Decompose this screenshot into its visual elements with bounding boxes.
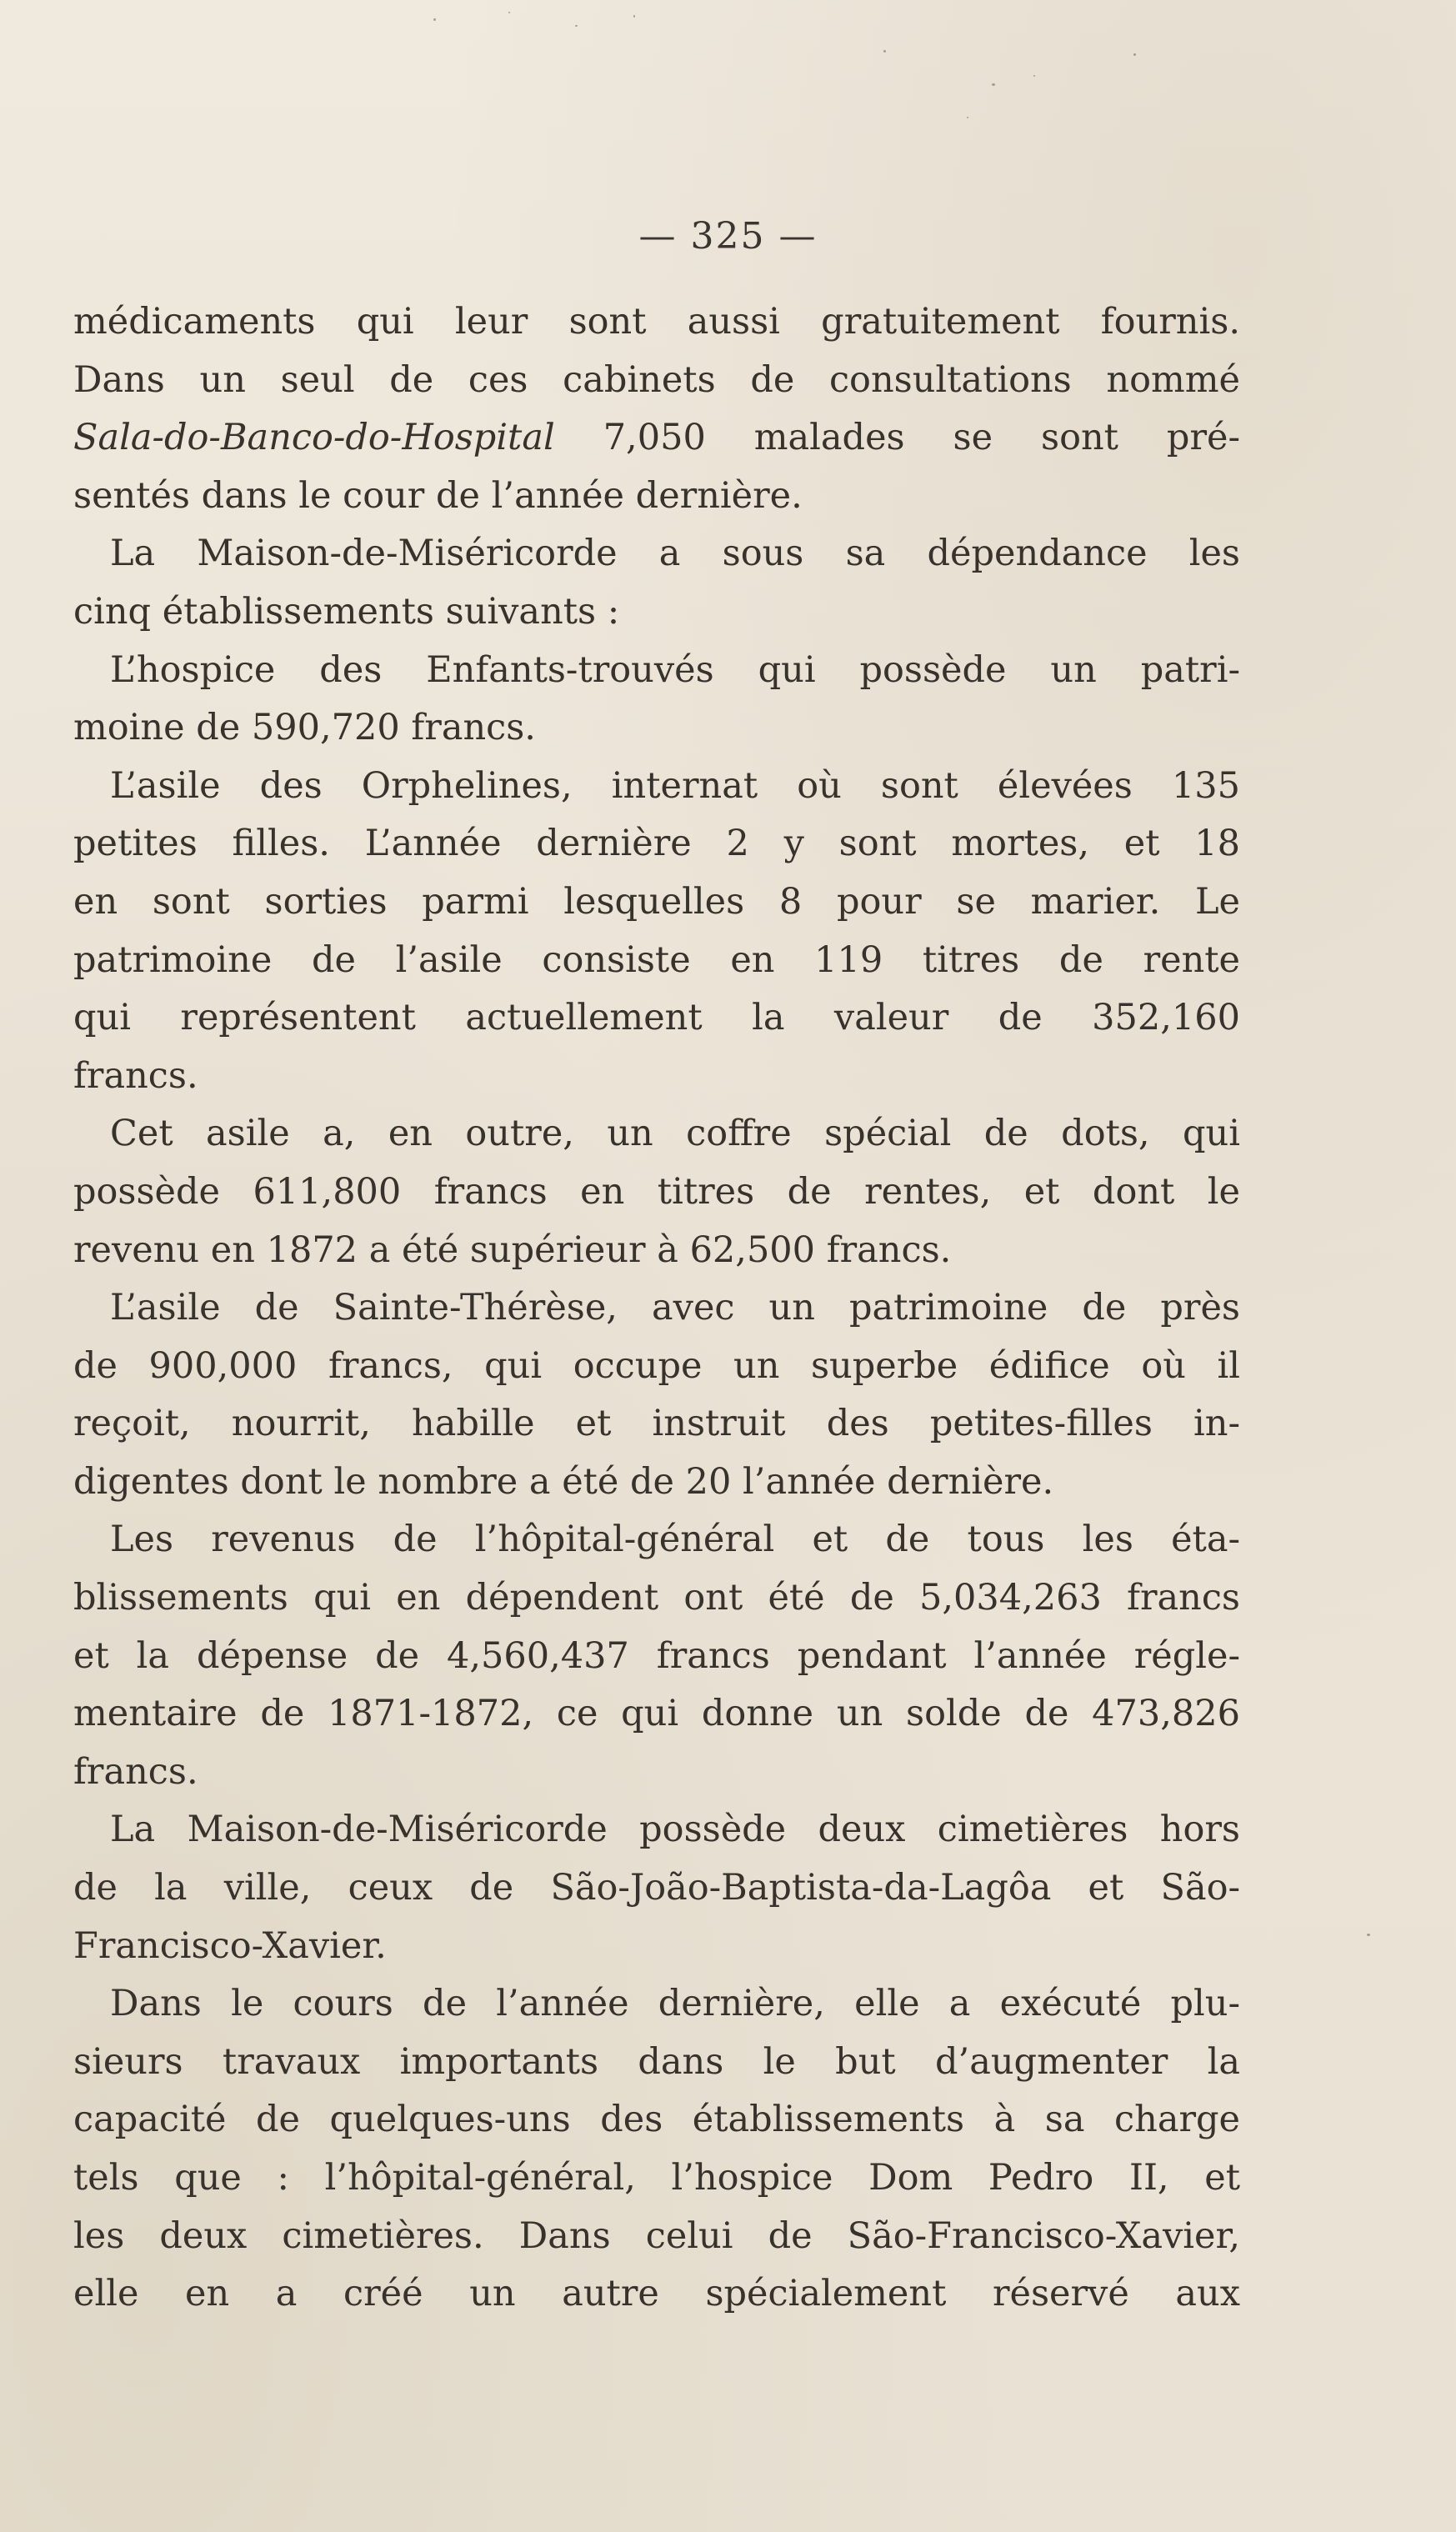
line-text: sentés dans le cour de l’année dernière. — [73, 474, 803, 517]
ink-speck — [1033, 75, 1035, 77]
ink-speck — [992, 83, 995, 86]
ink-speck — [1133, 53, 1136, 56]
line-text: Francisco-Xavier. — [73, 1924, 387, 1967]
line-text: et la dépense de 4,560,437 francs pendant l’année régle- — [73, 1634, 1240, 1677]
line-text: médicaments qui leur sont aussi gratuitement fournis. — [73, 301, 1240, 343]
line-text: sieurs travaux importants dans le but d’augmenter la — [73, 2040, 1240, 2083]
page-number: — 325 — — [638, 215, 818, 258]
line-text: de la ville, ceux de São-João-Baptista-da-Lagôa et São- — [73, 1867, 1240, 1909]
ink-speck — [633, 15, 635, 18]
line-text: en sont sorties parmi lesquelles 8 pour se marier. Le — [73, 880, 1240, 923]
text-line — [73, 2208, 1240, 2266]
text-line — [73, 1918, 1240, 1976]
line-text: petites filles. L’année dernière 2 y sont mortes, et 18 — [73, 823, 1240, 865]
line-text: elle en a créé un autre spécialement réservé aux — [73, 2273, 1240, 2315]
ink-speck — [1367, 1934, 1370, 1936]
ink-speck — [433, 18, 436, 21]
text-line — [73, 525, 1240, 583]
line-text: revenu en 1872 a été supérieur à 62,500 francs. — [73, 1228, 952, 1271]
text-line — [73, 1569, 1240, 1628]
text-line — [73, 1744, 1240, 1802]
line-text: francs. — [73, 1054, 198, 1097]
line-text: Dans le cours de l’année dernière, elle a exécuté plu- — [110, 1983, 1240, 2025]
text-line — [73, 1163, 1240, 1222]
ink-speck — [883, 50, 886, 53]
text-line — [73, 873, 1240, 932]
line-text: digentes dont le nombre a été de 20 l’année dernière. — [73, 1460, 1054, 1503]
text-line — [73, 1975, 1240, 2034]
text-line — [73, 989, 1240, 1048]
line-text: moine de 590,720 francs. — [73, 707, 536, 749]
line-text: mentaire de 1871-1872, ce qui donne un solde de 473,826 — [73, 1693, 1240, 1735]
text-line — [73, 2265, 1240, 2324]
line-text: 7,050 malades se sont pré- — [554, 417, 1240, 459]
text-line — [73, 2034, 1240, 2092]
text-line — [73, 1801, 1240, 1859]
text-line — [73, 699, 1240, 758]
text-line — [73, 1338, 1240, 1396]
text-line — [73, 642, 1240, 700]
text-line — [73, 1685, 1240, 1744]
body-text — [73, 293, 1240, 2324]
text-line — [73, 758, 1240, 816]
text-line — [73, 1628, 1240, 1686]
text-line — [73, 1454, 1240, 1512]
ink-speck — [508, 12, 510, 13]
text-line — [73, 468, 1240, 526]
text-line — [73, 1511, 1240, 1569]
line-text: patrimoine de l’asile consiste en 119 titres de rente — [73, 938, 1240, 981]
line-text: L’hospice des Enfants-trouvés qui possède un patri- — [110, 648, 1240, 691]
line-text: possède 611,800 francs en titres de rentes, et dont le — [73, 1170, 1240, 1213]
line-text: blissements qui en dépendent ont été de 5,034,263 francs — [73, 1577, 1240, 1619]
line-text: francs. — [73, 1750, 198, 1793]
line-text: tels que : l’hôpital-général, l’hospice Dom Pedro II, et — [73, 2157, 1240, 2199]
text-line — [73, 1048, 1240, 1106]
line-text: La Maison-de-Miséricorde a sous sa dépendance les — [110, 533, 1240, 575]
line-text: Cet asile a, en outre, un coffre spécial de dots, qui — [110, 1113, 1240, 1155]
line-text: capacité de quelques-uns des établissements à sa charge — [73, 2099, 1240, 2141]
text-line — [73, 352, 1240, 410]
ink-speck — [575, 25, 578, 27]
ink-speck — [967, 117, 968, 118]
text-line — [73, 293, 1240, 352]
text-line — [73, 409, 1240, 468]
text-line — [73, 1859, 1240, 1918]
text-line — [73, 1222, 1240, 1280]
text-line — [73, 815, 1240, 873]
line-text: les deux cimetières. Dans celui de São-Francisco-Xavier, — [73, 2214, 1240, 2257]
text-line — [73, 583, 1240, 642]
line-text: L’asile des Orphelines, internat où sont élevées 135 — [110, 764, 1240, 807]
line-text: La Maison-de-Miséricorde possède deux cimetières hors — [110, 1809, 1240, 1851]
line-text: L’asile de Sainte-Thérèse, avec un patrimoine de près — [110, 1287, 1240, 1329]
text-line — [73, 2149, 1240, 2208]
text-line — [73, 1279, 1240, 1338]
line-text: cinq établissements suivants : — [73, 590, 620, 633]
text-line — [73, 932, 1240, 990]
line-text: reçoit, nourrit, habille et instruit des petites-filles in- — [73, 1403, 1240, 1445]
line-text: Dans un seul de ces cabinets de consultations nommé — [73, 358, 1240, 401]
text-line — [73, 1105, 1240, 1163]
line-text: qui représentent actuellement la valeur de 352,160 — [73, 997, 1240, 1039]
text-line — [73, 1395, 1240, 1454]
italic-term: Sala-do-Banco-do-Hospital — [73, 417, 555, 459]
line-text: de 900,000 francs, qui occupe un superbe édifice où il — [73, 1344, 1240, 1387]
text-line — [73, 2091, 1240, 2149]
line-text: Les revenus de l’hôpital-général et de tous les éta- — [110, 1519, 1240, 1561]
